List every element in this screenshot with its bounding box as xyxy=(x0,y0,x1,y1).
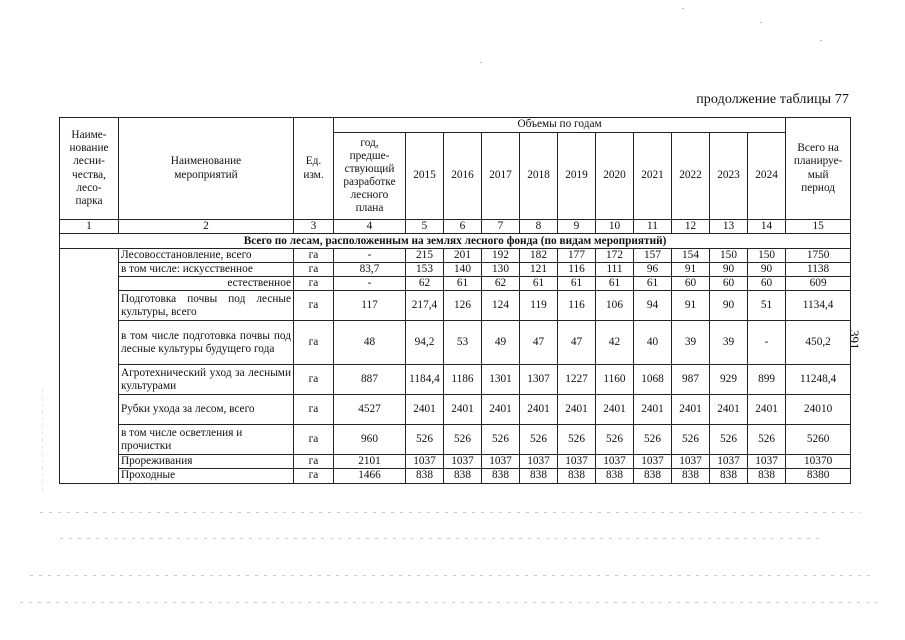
year-value-cell: 1186 xyxy=(444,365,482,395)
unit-cell: га xyxy=(294,263,334,277)
year-value-cell: 2401 xyxy=(444,395,482,425)
header-year: 2024 xyxy=(748,133,786,220)
unit-cell: га xyxy=(294,455,334,469)
table-row xyxy=(60,263,851,277)
prior-year-cell: - xyxy=(334,277,406,291)
year-value-cell: 61 xyxy=(520,277,558,291)
table-row xyxy=(60,249,851,263)
year-value-cell: 838 xyxy=(596,469,634,483)
year-value-cell: 215 xyxy=(406,249,444,263)
year-value-cell: 838 xyxy=(558,469,596,483)
header-year: 2016 xyxy=(444,133,482,220)
year-value-cell: 116 xyxy=(558,291,596,321)
header-year: 2019 xyxy=(558,133,596,220)
table-container xyxy=(59,117,848,484)
year-value-cell: 177 xyxy=(558,249,596,263)
total-cell: 10370 xyxy=(786,455,851,469)
header-row-top xyxy=(60,118,851,133)
column-number: 10 xyxy=(596,220,634,234)
year-value-cell: 62 xyxy=(482,277,520,291)
header-unit: Ед. изм. xyxy=(294,118,334,220)
measure-name-cell: естественное xyxy=(119,277,294,291)
year-value-cell: 526 xyxy=(482,425,520,455)
section-row xyxy=(60,234,851,249)
year-value-cell: 2401 xyxy=(482,395,520,425)
year-value-cell: 116 xyxy=(558,263,596,277)
column-number: 4 xyxy=(334,220,406,234)
year-value-cell: 526 xyxy=(710,425,748,455)
column-number: 11 xyxy=(634,220,672,234)
measure-name-cell: в том числе: искусственное xyxy=(119,263,294,277)
table-row xyxy=(60,395,851,425)
year-value-cell: 153 xyxy=(406,263,444,277)
prior-year-cell: 887 xyxy=(334,365,406,395)
year-value-cell: 60 xyxy=(672,277,710,291)
year-value-cell: 1037 xyxy=(406,455,444,469)
header-total: Всего на планируе- мый период xyxy=(786,118,851,220)
year-value-cell: 1037 xyxy=(672,455,710,469)
header-year: 2021 xyxy=(634,133,672,220)
year-value-cell: 1037 xyxy=(482,455,520,469)
year-value-cell: 838 xyxy=(634,469,672,483)
year-value-cell: 47 xyxy=(558,321,596,365)
year-value-cell: 2401 xyxy=(710,395,748,425)
total-cell: 1138 xyxy=(786,263,851,277)
scan-artifact xyxy=(30,575,870,576)
year-value-cell: 96 xyxy=(634,263,672,277)
year-value-cell: 150 xyxy=(748,249,786,263)
header-measures: Наименование мероприятий xyxy=(119,118,294,220)
year-value-cell: 1037 xyxy=(444,455,482,469)
year-value-cell: 526 xyxy=(748,425,786,455)
measure-name-cell: в том числе осветления и прочистки xyxy=(119,425,294,455)
header-year: 2017 xyxy=(482,133,520,220)
unit-cell: га xyxy=(294,425,334,455)
year-value-cell: 42 xyxy=(596,321,634,365)
year-value-cell: 154 xyxy=(672,249,710,263)
year-value-cell: 182 xyxy=(520,249,558,263)
year-value-cell: 2401 xyxy=(748,395,786,425)
year-value-cell: 62 xyxy=(406,277,444,291)
year-value-cell: 40 xyxy=(634,321,672,365)
year-value-cell: 2401 xyxy=(520,395,558,425)
total-cell: 5260 xyxy=(786,425,851,455)
year-value-cell: 61 xyxy=(444,277,482,291)
year-value-cell: 1037 xyxy=(634,455,672,469)
year-value-cell: 929 xyxy=(710,365,748,395)
prior-year-cell: - xyxy=(334,249,406,263)
year-value-cell: 61 xyxy=(634,277,672,291)
total-cell: 1134,4 xyxy=(786,291,851,321)
year-value-cell: 60 xyxy=(748,277,786,291)
table-continuation-caption: продолжение таблицы 77 xyxy=(696,92,849,107)
year-value-cell: 60 xyxy=(710,277,748,291)
year-value-cell: 526 xyxy=(672,425,710,455)
year-value-cell: 90 xyxy=(710,291,748,321)
unit-cell: га xyxy=(294,291,334,321)
year-value-cell: 838 xyxy=(710,469,748,483)
year-value-cell: 94 xyxy=(634,291,672,321)
unit-cell: га xyxy=(294,469,334,483)
measure-name-cell: Прореживания xyxy=(119,455,294,469)
year-value-cell: 49 xyxy=(482,321,520,365)
scan-artifact xyxy=(682,8,684,9)
table-row xyxy=(60,321,851,365)
header-year: 2018 xyxy=(520,133,558,220)
year-value-cell: 51 xyxy=(748,291,786,321)
table-body xyxy=(60,249,851,483)
measure-name-cell: Подготовка почвы под лесные культуры, всего xyxy=(119,291,294,321)
column-number: 12 xyxy=(672,220,710,234)
page-number: 391 xyxy=(847,330,862,350)
total-cell: 11248,4 xyxy=(786,365,851,395)
year-value-cell: - xyxy=(748,321,786,365)
year-value-cell: 526 xyxy=(520,425,558,455)
section-title: Всего по лесам, расположенным на землях лесного фонда (по видам мероприятий) xyxy=(60,234,851,249)
year-value-cell: 1037 xyxy=(558,455,596,469)
header-prior-year: год, предше- ствующий разработке лесного плана xyxy=(334,133,406,220)
column-number: 7 xyxy=(482,220,520,234)
scan-artifact xyxy=(40,512,860,513)
year-value-cell: 1037 xyxy=(748,455,786,469)
year-value-cell: 47 xyxy=(520,321,558,365)
total-cell: 24010 xyxy=(786,395,851,425)
year-value-cell: 838 xyxy=(748,469,786,483)
table-row xyxy=(60,291,851,321)
year-value-cell: 838 xyxy=(520,469,558,483)
measure-name-cell: Агротехнический уход за лесными культурами xyxy=(119,365,294,395)
year-value-cell: 201 xyxy=(444,249,482,263)
year-value-cell: 987 xyxy=(672,365,710,395)
prior-year-cell: 4527 xyxy=(334,395,406,425)
column-number: 13 xyxy=(710,220,748,234)
prior-year-cell: 2101 xyxy=(334,455,406,469)
year-value-cell: 899 xyxy=(748,365,786,395)
year-value-cell: 53 xyxy=(444,321,482,365)
header-year: 2020 xyxy=(596,133,634,220)
year-value-cell: 1307 xyxy=(520,365,558,395)
forestry-name-cell xyxy=(60,249,119,483)
forestry-measures-table xyxy=(59,117,851,484)
year-value-cell: 2401 xyxy=(558,395,596,425)
year-value-cell: 39 xyxy=(710,321,748,365)
total-cell: 1750 xyxy=(786,249,851,263)
header-year: 2022 xyxy=(672,133,710,220)
year-value-cell: 111 xyxy=(596,263,634,277)
table-row xyxy=(60,455,851,469)
prior-year-cell: 1466 xyxy=(334,469,406,483)
unit-cell: га xyxy=(294,395,334,425)
year-value-cell: 150 xyxy=(710,249,748,263)
table-row xyxy=(60,365,851,395)
year-value-cell: 121 xyxy=(520,263,558,277)
year-value-cell: 1037 xyxy=(520,455,558,469)
table-row xyxy=(60,277,851,291)
header-forestry: Наиме- нование лесни- чества, лесо- парка xyxy=(60,118,119,220)
column-number: 9 xyxy=(558,220,596,234)
column-numbers-row xyxy=(60,220,851,234)
year-value-cell: 106 xyxy=(596,291,634,321)
year-value-cell: 2401 xyxy=(672,395,710,425)
column-number: 15 xyxy=(786,220,851,234)
column-number: 6 xyxy=(444,220,482,234)
year-value-cell: 90 xyxy=(710,263,748,277)
unit-cell: га xyxy=(294,249,334,263)
year-value-cell: 526 xyxy=(596,425,634,455)
header-volumes-by-year: Объемы по годам xyxy=(334,118,786,133)
year-value-cell: 2401 xyxy=(596,395,634,425)
year-value-cell: 1301 xyxy=(482,365,520,395)
year-value-cell: 1160 xyxy=(596,365,634,395)
total-cell: 450,2 xyxy=(786,321,851,365)
year-value-cell: 838 xyxy=(444,469,482,483)
year-value-cell: 838 xyxy=(406,469,444,483)
column-number: 1 xyxy=(60,220,119,234)
scan-artifact xyxy=(60,538,820,539)
year-value-cell: 1227 xyxy=(558,365,596,395)
year-value-cell: 140 xyxy=(444,263,482,277)
column-number: 14 xyxy=(748,220,786,234)
total-cell: 609 xyxy=(786,277,851,291)
year-value-cell: 1068 xyxy=(634,365,672,395)
year-value-cell: 39 xyxy=(672,321,710,365)
year-value-cell: 94,2 xyxy=(406,321,444,365)
unit-cell: га xyxy=(294,277,334,291)
year-value-cell: 526 xyxy=(558,425,596,455)
table-row xyxy=(60,425,851,455)
year-value-cell: 91 xyxy=(672,263,710,277)
year-value-cell: 172 xyxy=(596,249,634,263)
year-value-cell: 2401 xyxy=(634,395,672,425)
column-number: 2 xyxy=(119,220,294,234)
year-value-cell: 526 xyxy=(634,425,672,455)
year-value-cell: 157 xyxy=(634,249,672,263)
column-number: 8 xyxy=(520,220,558,234)
prior-year-cell: 960 xyxy=(334,425,406,455)
prior-year-cell: 83,7 xyxy=(334,263,406,277)
unit-cell: га xyxy=(294,321,334,365)
column-number: 5 xyxy=(406,220,444,234)
total-cell: 8380 xyxy=(786,469,851,483)
year-value-cell: 91 xyxy=(672,291,710,321)
scan-artifact xyxy=(820,40,822,41)
column-number: 3 xyxy=(294,220,334,234)
measure-name-cell: в том числе подготовка почвы под лесные культуры будущего года xyxy=(119,321,294,365)
scan-artifact xyxy=(480,62,482,63)
measure-name-cell: Проходные xyxy=(119,469,294,483)
year-value-cell: 526 xyxy=(444,425,482,455)
header-year: 2015 xyxy=(406,133,444,220)
year-value-cell: 1037 xyxy=(596,455,634,469)
year-value-cell: 192 xyxy=(482,249,520,263)
year-value-cell: 126 xyxy=(444,291,482,321)
year-value-cell: 217,4 xyxy=(406,291,444,321)
scan-artifact xyxy=(20,602,880,603)
prior-year-cell: 48 xyxy=(334,321,406,365)
header-year: 2023 xyxy=(710,133,748,220)
prior-year-cell: 117 xyxy=(334,291,406,321)
scan-artifact xyxy=(42,390,43,490)
unit-cell: га xyxy=(294,365,334,395)
year-value-cell: 1184,4 xyxy=(406,365,444,395)
year-value-cell: 130 xyxy=(482,263,520,277)
year-value-cell: 838 xyxy=(482,469,520,483)
year-value-cell: 119 xyxy=(520,291,558,321)
year-value-cell: 526 xyxy=(406,425,444,455)
year-value-cell: 61 xyxy=(558,277,596,291)
year-value-cell: 2401 xyxy=(406,395,444,425)
year-value-cell: 838 xyxy=(672,469,710,483)
year-value-cell: 1037 xyxy=(710,455,748,469)
year-value-cell: 61 xyxy=(596,277,634,291)
measure-name-cell: Рубки ухода за лесом, всего xyxy=(119,395,294,425)
year-value-cell: 90 xyxy=(748,263,786,277)
scan-artifact xyxy=(760,22,762,23)
year-value-cell: 124 xyxy=(482,291,520,321)
table-row xyxy=(60,469,851,483)
measure-name-cell: Лесовосстановление, всего xyxy=(119,249,294,263)
